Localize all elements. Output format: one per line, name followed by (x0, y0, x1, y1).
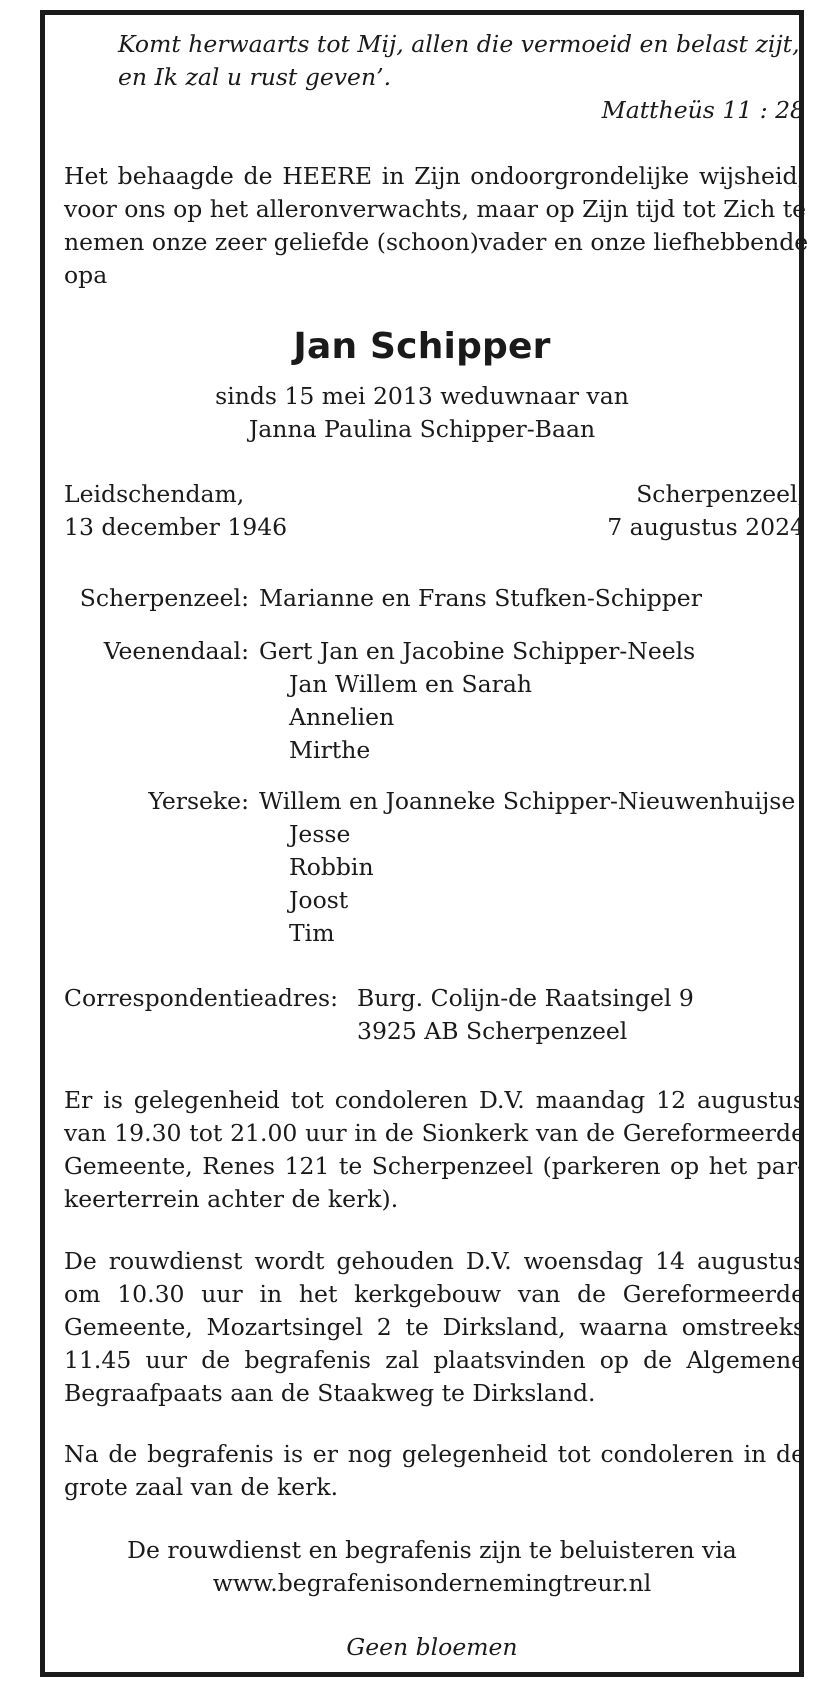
service-line: Gemeente, Mozartsingel 2 te Dirksland, waarna omstreeks (64, 1313, 805, 1341)
correspondence-lines (357, 982, 694, 1048)
widower-line: sinds 15 mei 2013 weduwnaar van (215, 382, 629, 410)
deceased-name: Jan Schipper (293, 326, 551, 367)
family-names: Gert Jan en Jacobine Schipper-Neels (259, 637, 696, 665)
death-place: Scherpenzeel, (636, 480, 805, 508)
intro-line: opa (64, 261, 108, 289)
family-group (0, 582, 839, 615)
address-line: 3925 AB Scherpenzeel (357, 1017, 628, 1045)
correspondence-address (64, 982, 338, 1015)
family-group (0, 785, 839, 947)
death-info (607, 478, 805, 544)
intro-paragraph (64, 160, 809, 292)
correspondence-label: Correspondentieadres: (64, 984, 339, 1012)
birth-date: 13 december 1946 (64, 513, 288, 541)
grandchild: Mirthe (289, 736, 371, 764)
verse-line: en Ik zal u rust geven’. (118, 63, 392, 91)
verse-reference: Mattheüs 11 : 28 (601, 96, 805, 124)
bible-verse (118, 28, 800, 94)
condolence-paragraph (64, 1084, 805, 1216)
condolence-line: Er is gelegenheid tot condoleren D.V. maandag 12 augustus (64, 1086, 805, 1114)
address-line: Burg. Colijn-de Raatsingel 9 (357, 984, 694, 1012)
intro-line: voor ons op het alleronverwachts, maar op Zijn tijd tot Zich te (64, 195, 807, 223)
family-place: Scherpenzeel: (79, 584, 249, 612)
intro-line: Het behaagde de HEERE in Zijn ondoorgrondelijke wijsheid, (64, 162, 805, 190)
spouse-name: Janna Paulina Schipper-Baan (248, 415, 596, 443)
grandchild: Annelien (289, 703, 395, 731)
grandchild: Jesse (289, 820, 351, 848)
family-place: Yerseke: (148, 787, 249, 815)
condolence-line: Gemeente, Renes 121 te Scherpenzeel (parkeren op het par- (64, 1152, 805, 1180)
grandchild: Robbin (289, 853, 374, 881)
birth-info (64, 478, 287, 544)
condolence-line: keerterrein achter de kerk). (64, 1185, 399, 1213)
birth-place: Leidschendam, (64, 480, 245, 508)
death-date: 7 augustus 2024 (607, 513, 805, 541)
broadcast-info (40, 1534, 824, 1600)
service-line: De rouwdienst wordt gehouden D.V. woensdag 14 augustus (64, 1247, 805, 1275)
family-group (0, 635, 839, 764)
after-funeral-line: Na de begrafenis is er nog gelegenheid tot condoleren in de (64, 1440, 805, 1468)
closing-note: Geen bloemen (346, 1633, 518, 1661)
grandchild: Joost (289, 886, 349, 914)
family-names: Marianne en Frans Stufken-Schipper (259, 584, 702, 612)
service-line: 11.45 uur de begrafenis zal plaatsvinden op de Algemene (64, 1346, 805, 1374)
condolence-line: van 19.30 tot 21.00 uur in de Sionkerk van de Gereformeerde (64, 1119, 805, 1147)
intro-line: nemen onze zeer geliefde (schoon)vader en onze liefhebbende (64, 228, 809, 256)
family-place: Veenendaal: (103, 637, 249, 665)
after-funeral-line: grote zaal van de kerk. (64, 1473, 339, 1501)
grandchild: Jan Willem en Sarah (289, 670, 532, 698)
after-funeral-paragraph (64, 1438, 805, 1504)
verse-line: Komt herwaarts tot Mij, allen die vermoeid en belast zijt, (118, 30, 800, 58)
service-paragraph (64, 1245, 805, 1410)
grandchild: Tim (289, 919, 335, 947)
service-line: Begraafpaats aan de Staakweg te Dirksland. (64, 1379, 596, 1407)
service-line: om 10.30 uur in het kerkgebouw van de Gereformeerde (64, 1280, 805, 1308)
broadcast-line: De rouwdienst en begrafenis zijn te beluisteren via (127, 1536, 737, 1564)
family-names: Willem en Joanneke Schipper-Nieuwenhuijse (259, 787, 796, 815)
broadcast-url: www.begrafenisondernemingtreur.nl (212, 1569, 652, 1597)
